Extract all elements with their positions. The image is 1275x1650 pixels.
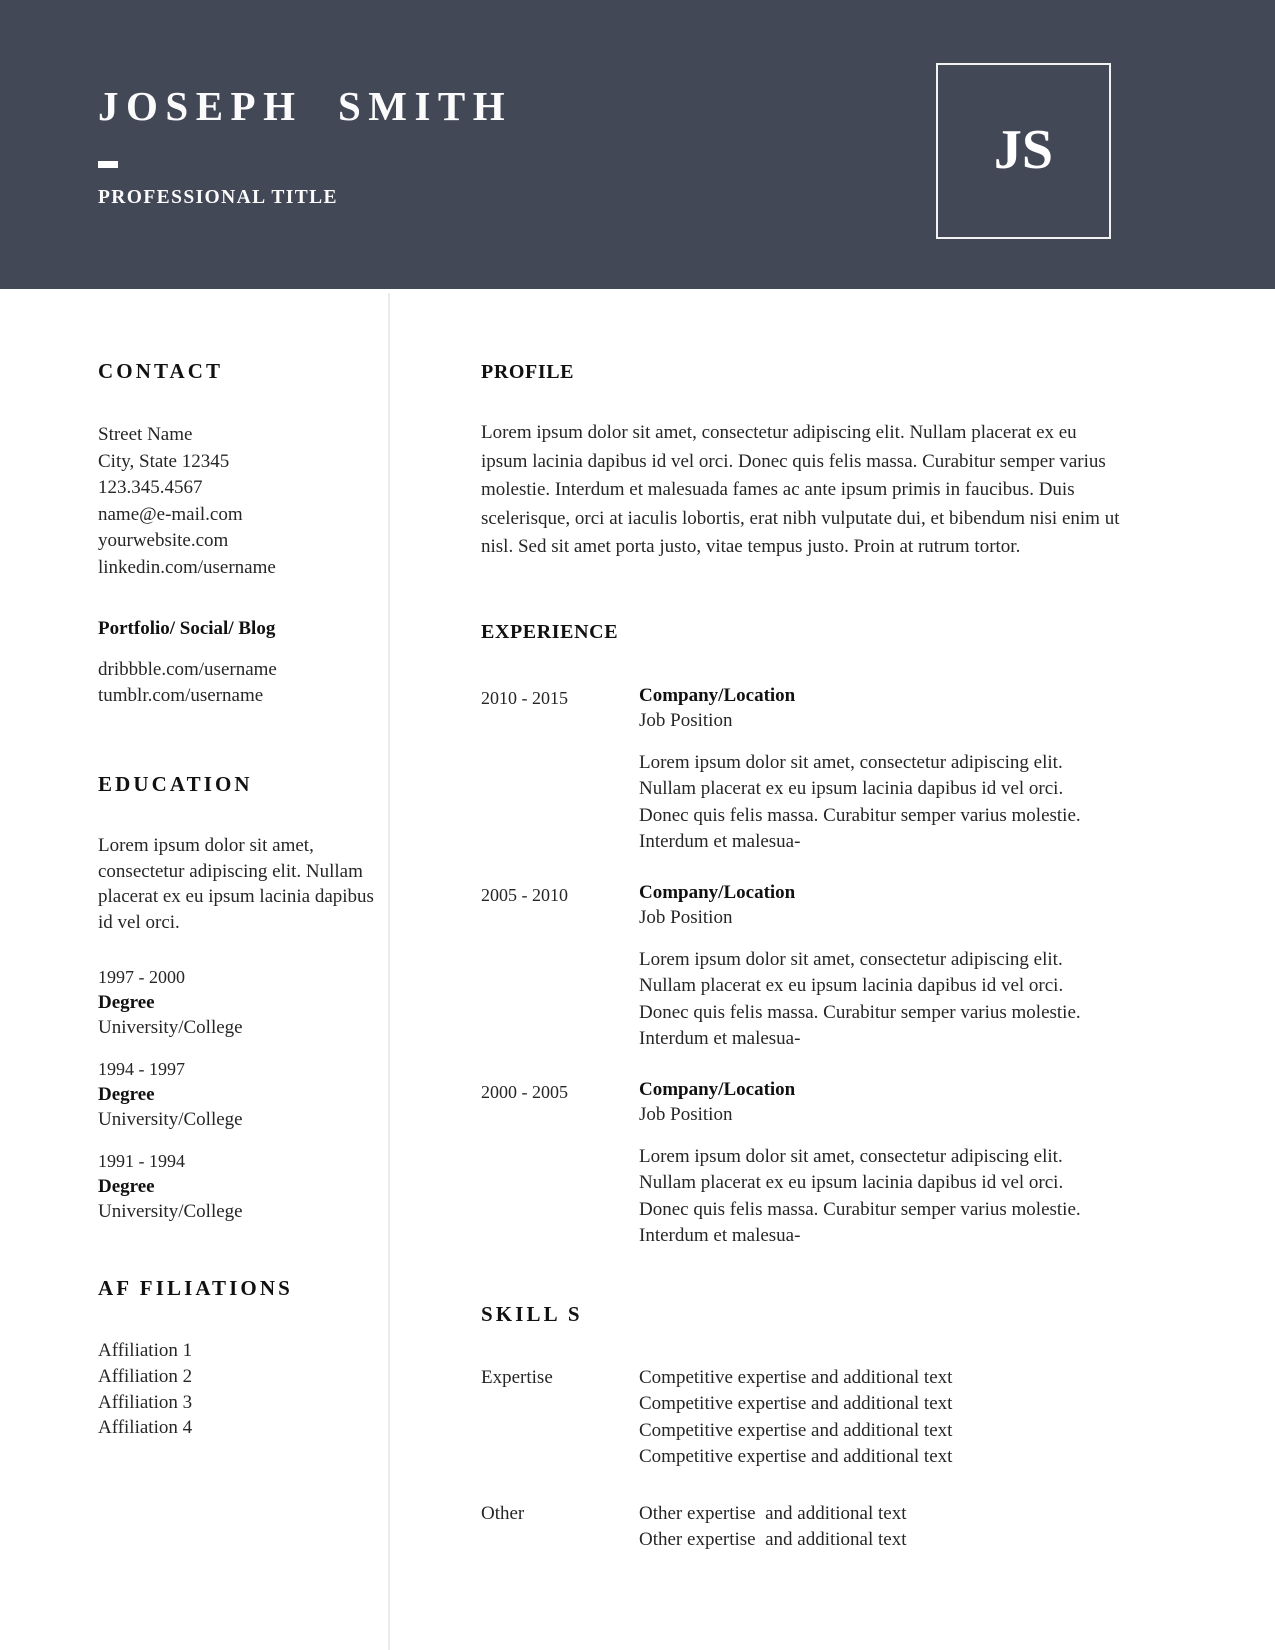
experience-company: Company/Location bbox=[639, 1078, 796, 1100]
affiliation-item: Affiliation 2 bbox=[98, 1365, 193, 1387]
sidebar bbox=[98, 289, 378, 1441]
experience-details bbox=[639, 683, 1141, 856]
education-dates: 1997 - 2000 bbox=[98, 966, 185, 987]
resume-header bbox=[0, 0, 1275, 289]
experience-position: Job Position bbox=[639, 709, 733, 731]
experience-details bbox=[639, 1077, 1141, 1250]
professional-title: PROFESSIONAL TITLE bbox=[98, 187, 338, 208]
contact-line: yourwebsite.com bbox=[98, 530, 229, 552]
contact-line: Street Name bbox=[98, 424, 193, 445]
experience-position: Job Position bbox=[639, 1103, 733, 1125]
skill-item: Competitive expertise and additional text bbox=[639, 1366, 953, 1388]
experience-entry bbox=[481, 880, 1141, 1053]
section-heading-contact: CONTACT bbox=[98, 359, 224, 383]
name-divider-rule bbox=[98, 161, 118, 168]
experience-dates: 2005 - 2010 bbox=[481, 884, 568, 905]
monogram-box bbox=[936, 63, 1111, 239]
skill-item-list bbox=[639, 1365, 1141, 1471]
section-heading-experience: EXPERIENCE bbox=[481, 620, 619, 643]
resume-body bbox=[0, 289, 1275, 1650]
skill-item: Other expertise and additional text bbox=[639, 1502, 907, 1524]
education-entry bbox=[98, 1056, 378, 1132]
education-entry bbox=[98, 1148, 378, 1224]
contact-list bbox=[98, 422, 378, 582]
skill-group bbox=[481, 1365, 1141, 1471]
section-heading-education: EDUCATION bbox=[98, 771, 253, 796]
education-school: University/College bbox=[98, 1108, 243, 1130]
education-dates: 1994 - 1997 bbox=[98, 1058, 185, 1079]
education-degree: Degree bbox=[98, 991, 155, 1013]
experience-dates: 2010 - 2015 bbox=[481, 687, 568, 708]
column-divider bbox=[388, 293, 390, 1650]
experience-description: Lorem ipsum dolor sit amet, consectetur adipiscing elit. Nullam placerat ex eu ipsum lacinia dapibus id vel orci. Donec quis felis massa. Curabitur semper varius molestie. Interdum et malesua- bbox=[639, 751, 1081, 852]
skill-item: Other expertise and additional text bbox=[639, 1529, 907, 1550]
portfolio-line: tumblr.com/username bbox=[98, 685, 264, 707]
skill-item-list bbox=[639, 1501, 1141, 1554]
header-identity bbox=[98, 83, 513, 208]
contact-line: 123.345.4567 bbox=[98, 477, 203, 499]
section-heading-skills: SKILL S bbox=[481, 1301, 583, 1326]
affiliation-item: Affiliation 3 bbox=[98, 1391, 193, 1413]
experience-details bbox=[639, 880, 1141, 1053]
experience-position: Job Position bbox=[639, 906, 733, 928]
education-degree: Degree bbox=[98, 1175, 155, 1197]
section-heading-profile: PROFILE bbox=[481, 361, 575, 383]
main-content bbox=[481, 289, 1141, 1554]
skill-group-label: Expertise bbox=[481, 1366, 553, 1388]
contact-line: City, State 12345 bbox=[98, 450, 230, 472]
portfolio-social-blog-heading: Portfolio/ Social/ Blog bbox=[98, 617, 276, 639]
education-entry bbox=[98, 964, 378, 1040]
section-heading-affiliations: AF FILIATIONS bbox=[98, 1275, 293, 1300]
profile-text: Lorem ipsum dolor sit amet, consectetur adipiscing elit. Nullam placerat ex eu ipsum lacinia dapibus id vel orci. Donec quis felis massa. Curabitur semper varius molestie. Interdum et malesuada fames ac ante ipsum primis in faucibus. Duis scelerisque, orci at iaculis lobortis, erat nibh vulputate dui, et bibendum nisi enim ut nisl. Sed sit amet porta justo, vitae tempus justo. Proin at rutrum tortor. bbox=[481, 422, 1120, 557]
experience-description: Lorem ipsum dolor sit amet, consectetur adipiscing elit. Nullam placerat ex eu ipsum lacinia dapibus id vel orci. Donec quis felis massa. Curabitur semper varius molestie. Interdum et malesua- bbox=[639, 1145, 1081, 1246]
experience-company: Company/Location bbox=[639, 881, 796, 903]
portfolio-line: dribbble.com/username bbox=[98, 658, 277, 680]
education-degree: Degree bbox=[98, 1083, 155, 1105]
monogram-initials: JS bbox=[993, 118, 1054, 181]
page-title: JOSEPH SMITH bbox=[98, 83, 513, 129]
affiliation-item: Affiliation 1 bbox=[98, 1339, 193, 1361]
skill-item: Competitive expertise and additional text bbox=[639, 1419, 953, 1441]
experience-entry bbox=[481, 1077, 1141, 1250]
skill-group-label: Other bbox=[481, 1502, 525, 1524]
education-dates: 1991 - 1994 bbox=[98, 1150, 185, 1171]
contact-line: name@e-mail.com bbox=[98, 503, 243, 525]
skill-group bbox=[481, 1501, 1141, 1554]
experience-entry bbox=[481, 683, 1141, 856]
experience-description: Lorem ipsum dolor sit amet, consectetur adipiscing elit. Nullam placerat ex eu ipsum lacinia dapibus id vel orci. Donec quis felis massa. Curabitur semper varius molestie. Interdum et malesua- bbox=[639, 948, 1081, 1049]
skill-item: Competitive expertise and additional text bbox=[639, 1446, 953, 1467]
experience-dates: 2000 - 2005 bbox=[481, 1081, 568, 1102]
skill-item: Competitive expertise and additional text bbox=[639, 1393, 953, 1414]
contact-line: linkedin.com/username bbox=[98, 556, 276, 578]
education-blurb: Lorem ipsum dolor sit amet, consectetur adipiscing elit. Nullam placerat ex eu ipsum lacinia dapibus id vel orci. bbox=[98, 834, 374, 934]
affiliation-item: Affiliation 4 bbox=[98, 1417, 193, 1439]
education-school: University/College bbox=[98, 1016, 243, 1038]
education-school: University/College bbox=[98, 1200, 243, 1222]
experience-company: Company/Location bbox=[639, 684, 796, 706]
